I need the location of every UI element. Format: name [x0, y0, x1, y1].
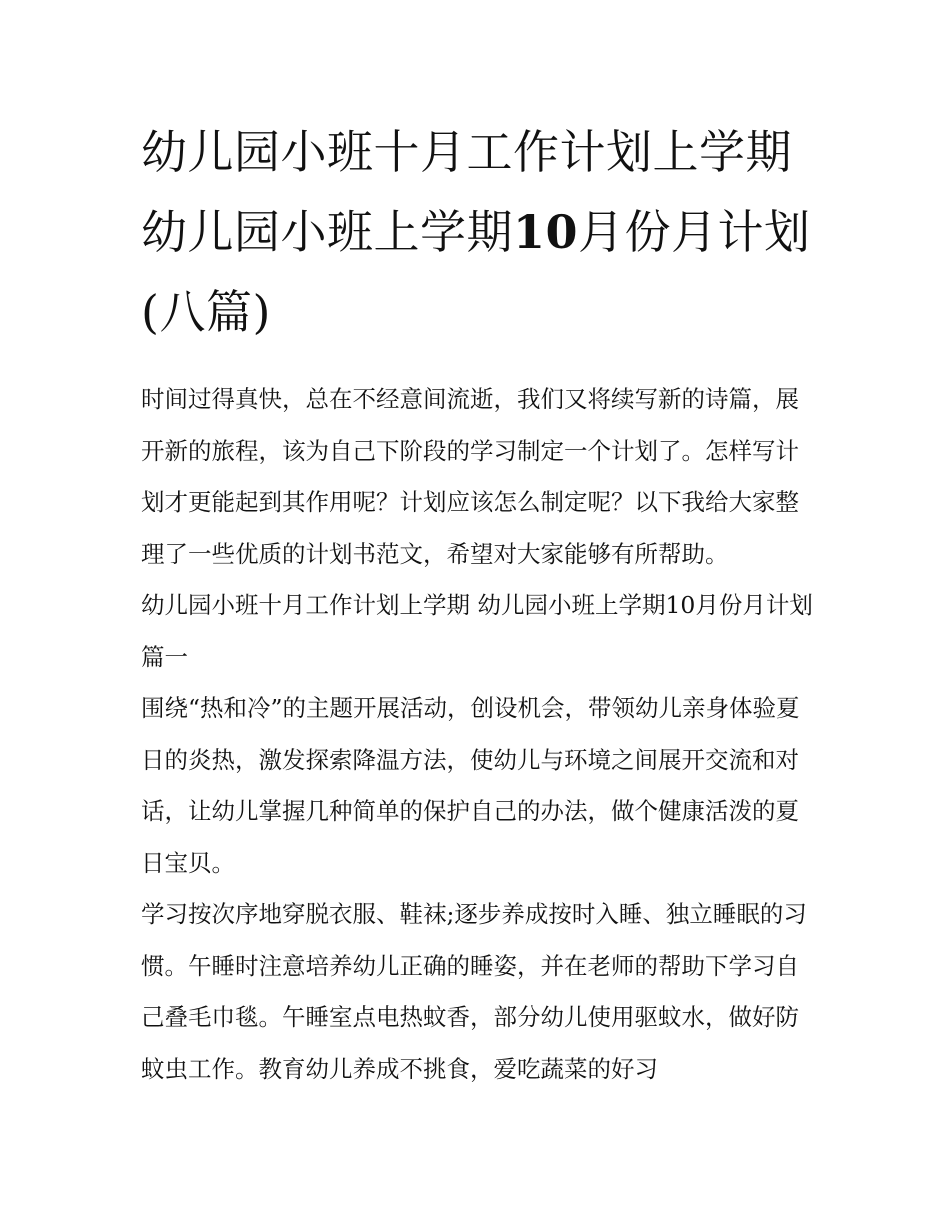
title-text-part2: 月份月计划(八篇) [141, 205, 811, 339]
body-paragraph: 学习按次序地穿脱衣服、鞋袜;逐步养成按时入睡、独立睡眠的习惯。午睡时注意培养幼儿正确的睡姿，并在老师的帮助下学习自己叠毛巾毯。午睡室点电热蚊香，部分幼儿使用驱蚊水，做好防蚊虫工作。教育幼儿养成不挑食，爱吃蔬菜的好习 [141, 900, 807, 1083]
title-text-part1: 幼儿园小班十月工作计划上学期 幼儿园小班上学期 [141, 125, 792, 259]
body-paragraph: 围绕“热和冷”的主题开展活动，创设机会，带领幼儿亲身体验夏日的炎热，激发探索降温方法，使幼儿与环境之间展开交流和对话，让幼儿掌握几种简单的保护自己的办法，做个健康活泼的夏日宝贝。 [141, 694, 800, 877]
section-heading: 幼儿园小班十月工作计划上学期 幼儿园小班上学期10月份月计划篇一 [141, 591, 813, 671]
intro-paragraph: 时间过得真快，总在不经意间流逝，我们又将续写新的诗篇，展开新的旅程，该为自己下阶段的学习制定一个计划了。怎样写计划才更能起到其作用呢？计划应该怎么制定呢？以下我给大家整理了一些优质的计划书范文，希望对大家能够有所帮助。 [141, 385, 799, 568]
document-body [141, 374, 821, 1095]
document-page [141, 112, 821, 1095]
title-number: 10 [513, 205, 579, 259]
document-title [141, 112, 821, 352]
